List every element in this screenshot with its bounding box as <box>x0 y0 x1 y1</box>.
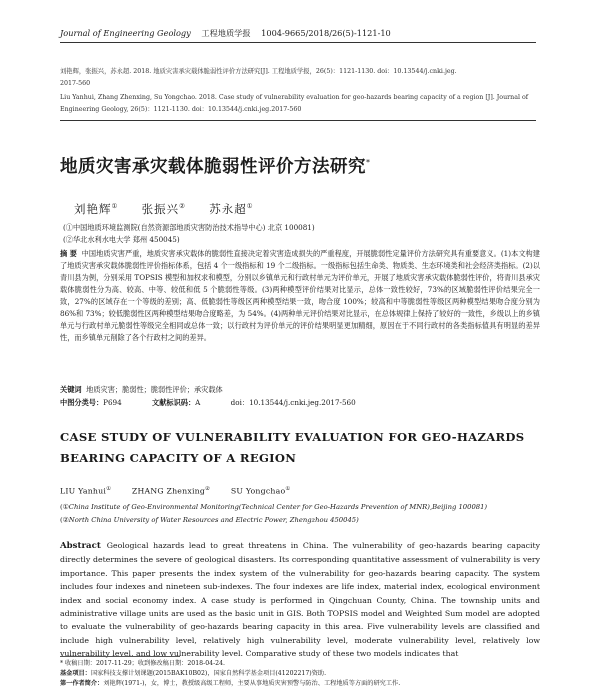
clc-value: P694 <box>103 398 122 407</box>
author-cn-name: 刘艳辉 <box>74 202 112 216</box>
authors-en <box>60 486 291 496</box>
author-en-name: SU Yongchao <box>230 486 286 496</box>
footnote-text: 刘艳辉(1971-)，女，博士，教授级高级工程师，主要从事地质灾害预警与防治、工程地质等方面的研究工作. <box>103 680 401 687</box>
issue-info: 1004-9665/2018/26(5)-1121-10 <box>261 28 391 38</box>
footnote-rule <box>60 656 180 657</box>
affiliation-en-text: North China University of Water Resources and Electric Power, Zhengzhou 450045) <box>68 516 359 524</box>
keywords-cn-label: 关键词 <box>60 385 82 394</box>
abstract-cn <box>60 248 540 344</box>
author-cn-sup: ① <box>246 202 254 211</box>
author-cn-sup: ② <box>179 202 186 211</box>
title-cn <box>60 153 371 178</box>
footnote-received <box>60 659 540 669</box>
footnote-text: 国家科技支撑计划课题(2015BAK10B02)，国家自然科学基金项目(41202217)资助. <box>90 670 327 677</box>
abstract-en-label: Abstract <box>60 541 101 551</box>
citation-cn-cont: 2017-560 <box>60 80 91 87</box>
doc-code-label: 文献标识码： <box>152 398 196 407</box>
doi-label: doi： <box>230 398 250 407</box>
journal-header <box>60 28 536 39</box>
affiliation-en-num: (② <box>60 516 69 524</box>
abstract-cn-text: 中国地质灾害严重，地质灾害承灾载体的脆弱性直接决定着灾害造成损失的严重程度，开展脆弱性定量评价方法研究具有重要意义。(1)本文构建了地质灾害承灾载体脆弱性评价指标体系，包括 4 个一级指标和 19 个二级指标。一级指标包括生命类、物质类、生态环境类和社会经济类指标。(2)以青川县为例，分别采用 TOPSIS 模型和加权求和模型，分别以乡镇单元和行政村单元为评价单元，开展了地质灾害承灾载体脆弱性评价，将青川县承灾载体脆弱性分为高、较高、中等、较低和低 5 个脆弱性等级。(3)两种模型评价结果对比显示，总体一致性较好，73%的区域脆弱性评价结果完全一致，27%的区域存在一个等级的差别；高、低脆弱性等级区两种模型结果一致，吻合度 100%；较高和中等脆弱性等级区两种模型结果吻合度分别为 86%和 73%；较低脆弱性区两种模型结果吻合度略差，为 54%。(4)两种单元评价结果对比显示，在总体规律上保持了较好的一致性，乡级以上的乡镇单元与行政村单元脆弱性等级完全相同或总体一致；以行政村为评价单元的评价结果明显更加精细，原因在于不同行政村的各类指标值具有明显的差异性，而乡镇单元削除了各个行政村之间的差异。 <box>60 249 540 342</box>
author-en-sup: ② <box>205 486 211 492</box>
title-en-line: CASE STUDY OF VULNERABILITY EVALUATION FOR GEO-HAZARDS <box>60 430 525 444</box>
keywords-cn-text: 地质灾害；脆弱性；脆弱性评价；承灾载体 <box>86 385 223 394</box>
footnote-text: * 收稿日期：2017-11-29；收到修改稿日期：2018-04-24. <box>60 660 226 667</box>
footnote-label: 第一作者简介： <box>60 680 104 687</box>
footnote-label: 基金项目： <box>60 670 91 677</box>
citation-rule <box>60 120 536 121</box>
clc-label: 中图分类号： <box>60 398 104 407</box>
title-cn-text: 地质灾害承灾载体脆弱性评价方法研究 <box>60 157 366 177</box>
title-en <box>60 427 536 469</box>
footnote-author <box>60 679 540 689</box>
author-en-name: LIU Yanhui <box>60 486 107 496</box>
header-rule <box>60 42 536 43</box>
affiliation-cn: (②华北水利水电大学 郑州 450045) <box>63 235 180 244</box>
abstract-en-text: Geological hazards lead to great threatens in China. The vulnerability of geo-hazards bearing capacity directly determines the severe of geological disasters. Its corresponding quantitative assessment of vulnerability is very importance. This paper presents the index system of the vulnerability for geo-hazards bearing capacity. The system includes four indexes and nineteen sub-indexes. The four indexes are life index, material index, ecological environment index and social economy index. A case study is performed in Qingchuan County, China. The township units and administrative village units are used as the basic unit in GIS. Both TOPSIS model and Weighted Sum model are adopted to evaluate the vulnerability of geo-hazards bearing capacity in this area. Five vulnerability levels are classified and include high vulnerability level, relatively high vulnerability level, moderate vulnerability level, relatively low vulnerability level, and low vulnerability level. Comparative study of these two models indicates that <box>60 541 540 659</box>
title-en-line: BEARING CAPACITY OF A REGION <box>60 451 297 465</box>
citation-en-line-1: Liu Yanhui, Zhang Zhenxing, Su Yongchao. 2018. Case study of vulnerability evaluation for geo-hazards bearing capacity of a region [J]. Journal of <box>60 94 529 101</box>
author-en-sup: ① <box>106 486 112 492</box>
keywords-cn <box>60 385 223 395</box>
affiliation-en <box>60 503 487 511</box>
citation-en-line-2: Engineering Geology, 26(5)：1121-1130. doi：10.13544/j.cnki.jeg.2017-560 <box>60 106 302 113</box>
author-en-name: ZHANG Zhenxing <box>131 486 206 496</box>
citation-cn: 刘艳辉，张振兴，苏永超. 2018. 地质灾害承灾载体脆弱性评价方法研究[J]. 工程地质学报，26(5)：1121-1130. doi：10.13544/j.cnki.jeg. <box>60 68 457 75</box>
journal-name-en: Journal of Engineering Geology <box>60 28 191 38</box>
authors-cn <box>74 201 254 217</box>
author-cn-name: 张振兴 <box>141 202 180 216</box>
author-en-sup: ① <box>285 486 291 492</box>
title-cn-footnote-mark: * <box>366 158 371 168</box>
affiliation-en <box>60 516 359 524</box>
affiliation-en-text: China Institute of Geo-Environmental Monitoring(Technical Center for Geo-Hazards Prevention of MNR),Beijing 100081) <box>68 503 488 511</box>
abstract-en <box>60 539 540 661</box>
abstract-cn-label: 摘 要 <box>60 249 77 258</box>
journal-name-cn: 工程地质学报 <box>201 28 251 38</box>
doi-value: 10.13544/j.cnki.jeg.2017-560 <box>249 398 356 407</box>
affiliation-cn: (①中国地质环境监测院(自然资源部地质灾害防治技术指导中心) 北京 100081) <box>63 223 315 232</box>
footnote-funding <box>60 669 540 679</box>
author-cn-sup: ① <box>111 202 119 211</box>
classification-line <box>60 398 540 408</box>
doc-code-value: A <box>195 398 201 407</box>
author-cn-name: 苏永超 <box>209 202 247 216</box>
affiliation-en-num: (① <box>60 503 69 511</box>
